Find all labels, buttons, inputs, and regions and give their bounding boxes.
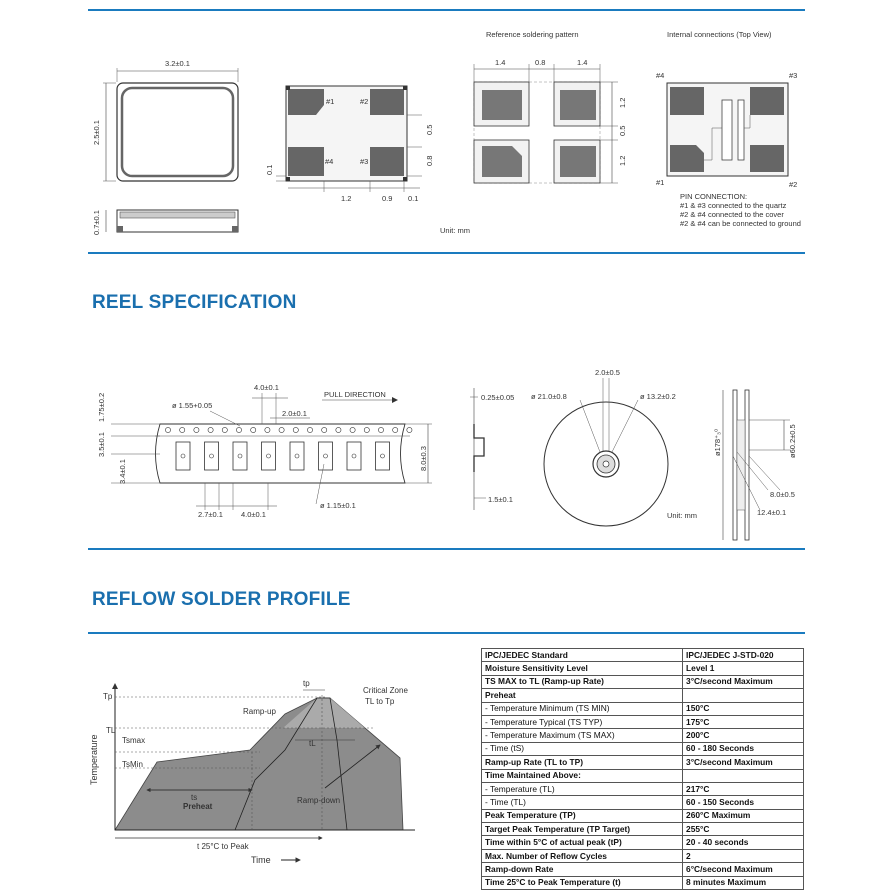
- reel-dim-27: 2.7±0.1: [198, 510, 223, 519]
- reel-dim-40b: 4.0±0.1: [241, 510, 266, 519]
- reflow-profile-graph: [85, 640, 445, 880]
- spec-param: TS MAX to TL (Ramp-up Rate): [482, 675, 683, 688]
- pocket-hole: [210, 454, 214, 458]
- pocket-hole: [181, 454, 185, 458]
- spec-param: Time Maintained Above:: [482, 769, 683, 782]
- reel-pitch-2: 2.0±0.1: [282, 409, 307, 418]
- sold-dim-v1: 1.2: [618, 97, 627, 108]
- pad-3-label: #3: [360, 157, 369, 166]
- label-tl: TL: [106, 726, 116, 735]
- spec-value: 255°C: [683, 823, 804, 836]
- label-t25: t 25°C to Peak: [197, 842, 249, 851]
- spec-value: 200°C: [683, 729, 804, 742]
- pad-1-label: #1: [326, 97, 335, 106]
- pad-4-label: #4: [325, 157, 334, 166]
- sprocket-hole: [165, 427, 170, 432]
- spec-param: Peak Temperature (TP): [482, 809, 683, 822]
- spec-row: [482, 876, 804, 889]
- sprocket-hole: [322, 427, 327, 432]
- spec-value: 6°C/second Maximum: [683, 863, 804, 876]
- dim-0-9: 0.9: [382, 194, 393, 203]
- pocket-hole: [352, 454, 356, 458]
- soldering-pattern: [474, 30, 627, 183]
- reel-dim-175: 1.75±0.2: [97, 392, 106, 422]
- spec-value: 8 minutes Maximum: [683, 876, 804, 889]
- sold-dim-1: 1.4: [495, 58, 506, 67]
- spec-value: [683, 769, 804, 782]
- sprocket-hole: [307, 427, 312, 432]
- spec-value: 3°C/second Maximum: [683, 756, 804, 769]
- reel-dim-80: 8.0±0.3: [419, 446, 428, 471]
- spec-param: Ramp-down Rate: [482, 863, 683, 876]
- reel-drawings: [0, 360, 891, 590]
- label-preheat: Preheat: [183, 802, 213, 811]
- label-time: Time: [251, 855, 271, 865]
- spec-param: Target Peak Temperature (TP Target): [482, 823, 683, 836]
- spec-param: Moisture Sensitivity Level: [482, 662, 683, 675]
- sprocket-hole: [236, 427, 241, 432]
- sprocket-hole: [251, 427, 256, 432]
- spec-param: - Temperature Typical (TS TYP): [482, 715, 683, 728]
- profile-band: [115, 698, 403, 830]
- spec-value: 3°C/second Maximum: [683, 675, 804, 688]
- sprocket-hole: [194, 427, 199, 432]
- reel-unit: Unit: mm: [667, 511, 697, 520]
- pocket-hole: [267, 454, 271, 458]
- label-tsmin: TsMin: [122, 760, 143, 769]
- spec-param: - Time (TL): [482, 796, 683, 809]
- spec-value: 175°C: [683, 715, 804, 728]
- spec-row: [482, 756, 804, 769]
- reel-dim-34: 3.4±0.1: [118, 459, 127, 484]
- sold-dim-v2: 0.5: [618, 125, 627, 136]
- pocket-hole: [381, 454, 385, 458]
- spec-row: [482, 742, 804, 755]
- label-tsmax: Tsmax: [122, 736, 146, 745]
- spec-param: - Temperature Minimum (TS MIN): [482, 702, 683, 715]
- spec-value: Level 1: [683, 662, 804, 675]
- reel-dim-15: 1.5±0.1: [488, 495, 513, 504]
- reel-dim-178: ø178⁺₃⁰: [713, 428, 722, 456]
- spec-value: 20 - 40 seconds: [683, 836, 804, 849]
- spec-param: Max. Number of Reflow Cycles: [482, 849, 683, 862]
- package-drawings: [0, 0, 891, 250]
- sprocket-hole: [407, 427, 412, 432]
- spec-value: 60 - 150 Seconds: [683, 796, 804, 809]
- spec-param: IPC/JEDEC Standard: [482, 649, 683, 662]
- sprocket-hole: [336, 427, 341, 432]
- reel-dim-132: ø 13.2±0.2: [640, 392, 676, 401]
- spec-row: [482, 729, 804, 742]
- pin-line-3: #2 & #4 can be connected to ground: [680, 219, 801, 228]
- sprocket-hole: [180, 427, 185, 432]
- sold-dim-v3: 1.2: [618, 155, 627, 166]
- reel-dim-20: 2.0±0.5: [595, 368, 620, 377]
- spec-row: [482, 796, 804, 809]
- carrier-tape: [97, 383, 432, 519]
- reflow-spec-table: [481, 648, 804, 890]
- spec-param: Ramp-up Rate (TL to TP): [482, 756, 683, 769]
- label-critical-zone: Critical Zone: [363, 686, 408, 695]
- label-tl-small: tL: [309, 739, 316, 748]
- spec-value: 150°C: [683, 702, 804, 715]
- pin-line-2: #2 & #4 connected to the cover: [680, 210, 784, 219]
- reel-dim-602: ø60.2±0.5: [788, 424, 797, 458]
- label-ramp-up: Ramp-up: [243, 707, 276, 716]
- reel-dim-025: 0.25±0.05: [481, 393, 515, 402]
- sprocket-hole: [293, 427, 298, 432]
- dim-0-1-horizontal: 0.1: [408, 194, 419, 203]
- spec-row: [482, 675, 804, 688]
- spec-row: [482, 715, 804, 728]
- package-side-view: [92, 210, 238, 235]
- reel-dim-210: ø 21.0±0.8: [531, 392, 567, 401]
- rule-after-package: [88, 252, 805, 254]
- sprocket-hole: [378, 427, 383, 432]
- reel-dim-115: ø 1.15±0.1: [320, 501, 356, 510]
- sprocket-hole: [279, 427, 284, 432]
- label-ts: ts: [191, 793, 198, 802]
- dim-0-1-vertical: 0.1: [265, 164, 274, 175]
- pocket-hole: [324, 454, 328, 458]
- pin-line-1: #1 & #3 connected to the quartz: [680, 201, 787, 210]
- spec-param: - Time (tS): [482, 742, 683, 755]
- spec-row: [482, 863, 804, 876]
- sprocket-hole: [208, 427, 213, 432]
- dim-height: 2.5±0.1: [92, 120, 101, 145]
- dim-0-8: 0.8: [425, 155, 434, 166]
- spec-row: [482, 836, 804, 849]
- label-tp: Tp: [103, 692, 113, 701]
- internal-connections: [656, 30, 801, 228]
- reflow-profile-title: REFLOW SOLDER PROFILE: [92, 589, 351, 610]
- spec-row: [482, 649, 804, 662]
- spec-value: 60 - 180 Seconds: [683, 742, 804, 755]
- spec-value: 260°C Maximum: [683, 809, 804, 822]
- label-temperature: Temperature: [89, 734, 99, 785]
- spec-value: 2: [683, 849, 804, 862]
- pocket-hole: [295, 454, 299, 458]
- reel-spec-title: REEL SPECIFICATION: [92, 292, 297, 313]
- spec-row: [482, 823, 804, 836]
- rule-after-reflow-title: [88, 632, 805, 634]
- label-critical-range: TL to Tp: [365, 697, 395, 706]
- spec-param: Time 25°C to Peak Temperature (t): [482, 876, 683, 889]
- reel-dim-35: 3.5±0.1: [97, 432, 106, 457]
- spec-row: [482, 809, 804, 822]
- dim-width: 3.2±0.1: [165, 59, 190, 68]
- label-tp-small: tp: [303, 679, 310, 688]
- reel-pitch-4a: 4.0±0.1: [254, 383, 279, 392]
- sprocket-hole: [350, 427, 355, 432]
- spec-value: IPC/JEDEC J-STD-020: [683, 649, 804, 662]
- internal-title: Internal connections (Top View): [667, 30, 772, 39]
- spec-param: Time within 5°C of actual peak (tP): [482, 836, 683, 849]
- reel-side-view: [713, 390, 797, 540]
- spec-value: [683, 689, 804, 702]
- spec-row: [482, 702, 804, 715]
- spec-row: [482, 849, 804, 862]
- int-pin-3: #3: [789, 71, 798, 80]
- spec-param: Preheat: [482, 689, 683, 702]
- int-pin-4: #4: [656, 71, 665, 80]
- spec-row: [482, 782, 804, 795]
- package-top-view: [92, 59, 238, 181]
- pad-2-label: #2: [360, 97, 369, 106]
- sold-dim-2: 0.8: [535, 58, 546, 67]
- sprocket-hole: [222, 427, 227, 432]
- reel-dim-80b: 8.0±0.5: [770, 490, 795, 499]
- label-ramp-down: Ramp-down: [297, 796, 341, 805]
- dim-1-2: 1.2: [341, 194, 352, 203]
- soldering-title: Reference soldering pattern: [486, 30, 579, 39]
- reel-hole-dia: ø 1.55+0.05: [172, 401, 213, 410]
- tape-cross-section: [470, 388, 514, 510]
- reel-front-view: [531, 368, 697, 526]
- spec-row: [482, 769, 804, 782]
- package-unit: Unit: mm: [440, 226, 470, 235]
- dim-thickness: 0.7±0.1: [92, 210, 101, 235]
- int-pin-2: #2: [789, 180, 798, 189]
- dim-0-5: 0.5: [425, 124, 434, 135]
- spec-row: [482, 662, 804, 675]
- sprocket-hole: [265, 427, 270, 432]
- sold-dim-3: 1.4: [577, 58, 588, 67]
- spec-row: [482, 689, 804, 702]
- package-bottom-view: [265, 86, 434, 203]
- spec-param: - Temperature Maximum (TS MAX): [482, 729, 683, 742]
- spec-value: 217°C: [683, 782, 804, 795]
- reel-dim-124: 12.4±0.1: [757, 508, 787, 517]
- spec-param: - Temperature (TL): [482, 782, 683, 795]
- pin-connection-title: PIN CONNECTION:: [680, 192, 748, 201]
- sprocket-hole: [364, 427, 369, 432]
- sprocket-hole: [393, 427, 398, 432]
- pull-direction: PULL DIRECTION: [324, 390, 386, 399]
- pocket-hole: [238, 454, 242, 458]
- int-pin-1: #1: [656, 178, 665, 187]
